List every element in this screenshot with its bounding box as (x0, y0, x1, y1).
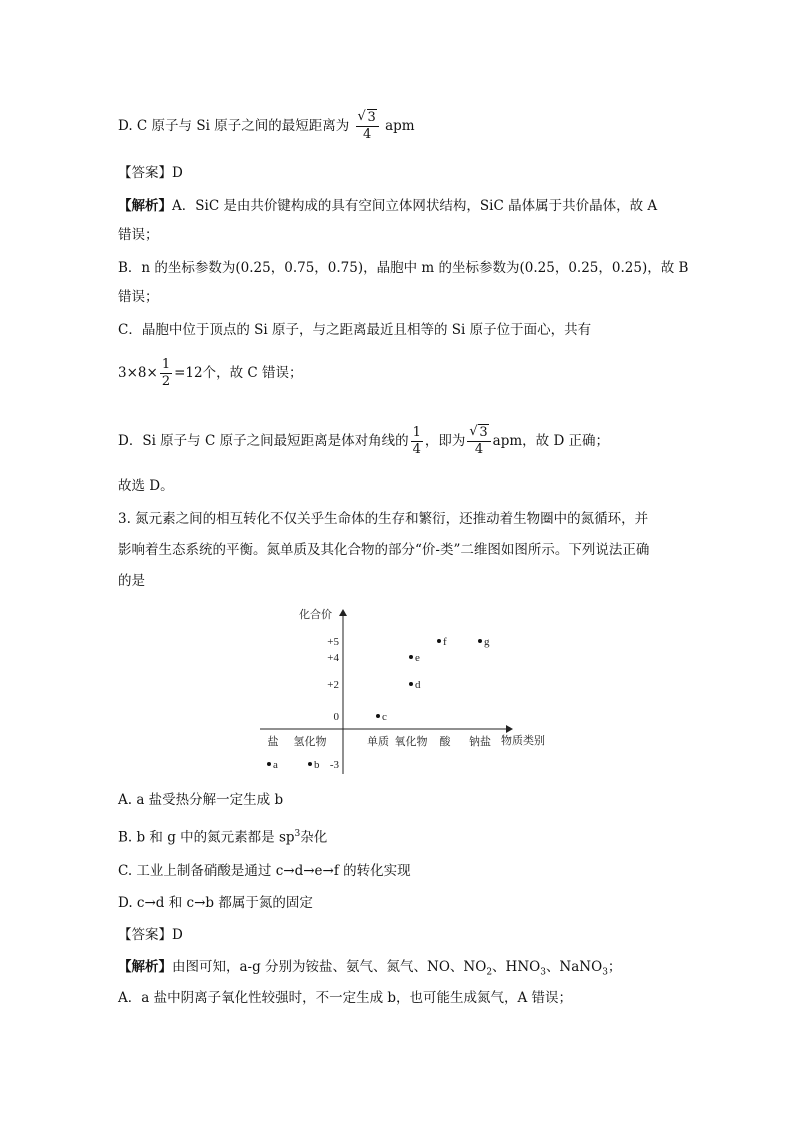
x-category-label: 单质 (367, 736, 389, 748)
prev-analysis-b-cont: 错误； (118, 289, 159, 305)
q3-option-d: D. c→d 和 c→b 都属于氮的固定 (118, 895, 313, 911)
d-fraction-num: 1 (412, 425, 421, 440)
d-fraction (411, 425, 423, 458)
point-g (478, 639, 482, 643)
q3-option-a: A. a 盐受热分解一定生成 b (118, 792, 284, 808)
x-category-label: 盐 (267, 736, 279, 748)
point-d (409, 682, 413, 686)
y-tick-label: +2 (327, 679, 339, 691)
point-label-e: e (415, 652, 420, 664)
option-b-prefix: B. b 和 g 中的氮元素都是 sp (118, 829, 295, 846)
y-axis-label: 化合价 (299, 609, 332, 621)
prev-analysis-c-formula (118, 357, 303, 390)
point-label-f: f (443, 636, 447, 648)
analysis-end: ； (607, 959, 622, 975)
point-label-d: d (415, 679, 421, 691)
hno3-text: 、HNO (492, 959, 541, 975)
option-b-sup: 3 (294, 829, 301, 839)
prev-analysis-a-cont: 错误； (118, 227, 159, 243)
c-formula-prefix: 3×8× (118, 365, 158, 381)
c-formula-suffix: =12个，故 C 错误； (174, 365, 303, 381)
q3-stem-line3: 的是 (118, 573, 145, 589)
q3-analysis-a: A．a 盐中阴离子氧化性较强时，不一定生成 b，也可能生成氮气，A 错误； (118, 990, 573, 1006)
x-category-label: 氢化物 (293, 736, 327, 748)
point-label-a: a (273, 759, 278, 771)
no2-sub: 2 (486, 967, 493, 978)
q3-analysis-label: 【解析】 (118, 959, 172, 975)
point-f (437, 639, 441, 643)
d-fraction-den2: 4 (474, 442, 484, 457)
q3-stem-line1: 3. 氮元素之间的相互转化不仅关乎生命体的生存和繁衍，还推动着生物圈中的氮循环，并 (118, 511, 649, 527)
analysis-label: 【解析】 (118, 198, 172, 214)
prev-answer: 【答案】D (118, 165, 183, 181)
point-label-g: g (484, 636, 490, 648)
nano3-text: 、NaNO (545, 959, 603, 975)
x-category-label: 酸 (439, 736, 451, 748)
c-fraction-den: 2 (161, 374, 171, 389)
prev-analysis-b: B．n 的坐标参数为(0.25，0.75，0.75)，晶胞中 m 的坐标参数为(0.25，0.25，0.25)，故 B (118, 260, 689, 276)
prev-conclusion: 故选 D。 (118, 478, 174, 494)
y-tick-label: 0 (333, 711, 339, 723)
d-fraction-den: 4 (412, 442, 421, 457)
q3-option-b (118, 824, 327, 848)
nano3-sub: 3 (602, 967, 608, 978)
d-prefix: D．Si 原子与 C 原子之间最短距离是体对角线的 (118, 433, 409, 449)
point-a (267, 762, 271, 766)
prev-option-d (118, 110, 415, 143)
prev-option-d-prefix: D. C 原子与 Si 原子之间的最短距离为 (118, 118, 350, 134)
valence-class-chart (255, 598, 555, 778)
q3-stem-line2: 影响着生态系统的平衡。氮单质及其化合物的部分“价-类”二维图如图所示。下列说法正确 (118, 542, 650, 558)
option-b-suffix: 杂化 (300, 829, 328, 846)
point-c (376, 714, 380, 718)
prev-analysis-a (118, 196, 657, 216)
point-label-b: b (314, 759, 320, 771)
y-tick-label: -3 (329, 759, 339, 771)
d-mid: ，即为 (424, 433, 466, 449)
prev-option-d-fraction (356, 110, 379, 143)
c-fraction (160, 357, 172, 390)
c-fraction-num: 1 (161, 357, 171, 372)
x-axis-label: 物质类别 (501, 735, 545, 747)
y-tick-label: +4 (327, 652, 339, 664)
q3-answer: 【答案】D (118, 927, 183, 943)
sqrt-value: 3 (367, 110, 376, 125)
q3-analysis-text: 由图可知，a-g 分别为铵盐、氨气、氮气、NO、NO (172, 959, 487, 975)
x-category-label: 钠盐 (469, 736, 491, 748)
point-label-c: c (382, 711, 387, 723)
prev-analysis-c: C．晶胞中位于顶点的 Si 原子，与之距离最近且相等的 Si 原子位于面心，共有 (118, 322, 592, 338)
x-category-label: 氧化物 (394, 736, 428, 748)
q3-analysis (118, 957, 621, 983)
point-e (409, 655, 413, 659)
prev-option-d-suffix: apm (385, 118, 415, 134)
analysis-a-text: A．SiC 是由共价键构成的具有空间立体网状结构，SiC 晶体属于共价晶体，故 A (172, 198, 658, 214)
hno3-sub: 3 (540, 967, 546, 978)
d-fraction-sqrt (467, 425, 490, 458)
y-tick-label: +5 (327, 636, 339, 648)
prev-analysis-d (118, 425, 609, 458)
q3-option-c: C. 工业上制备硝酸是通过 c→d→e→f 的转化实现 (118, 863, 411, 879)
fraction-denominator: 4 (363, 127, 372, 142)
d-sqrt-value: 3 (479, 425, 488, 440)
point-b (308, 762, 312, 766)
d-suffix: apm，故 D 正确； (492, 433, 610, 449)
